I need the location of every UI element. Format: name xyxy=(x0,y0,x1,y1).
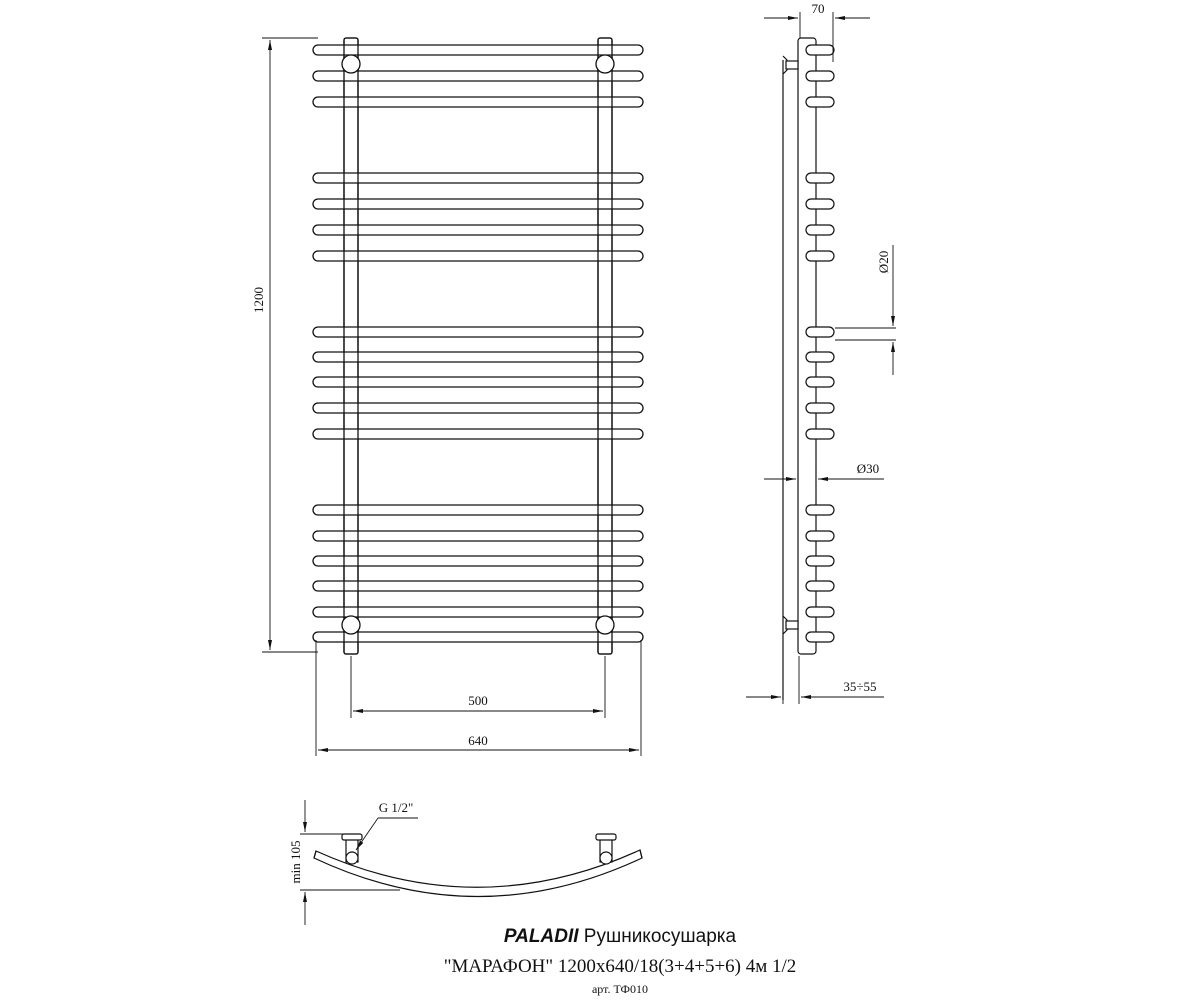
front-rail xyxy=(313,632,643,642)
front-rail xyxy=(313,199,643,209)
front-rail xyxy=(313,429,643,439)
product-type: Рушникосушарка xyxy=(583,926,737,947)
thread-leader xyxy=(356,818,418,850)
front-rail xyxy=(313,377,643,387)
side-rail xyxy=(806,251,834,261)
mount-top-right xyxy=(596,55,614,73)
article-number: арт. ТФ010 xyxy=(591,982,649,996)
side-rail xyxy=(806,225,834,235)
side-rail xyxy=(806,531,834,541)
side-rail xyxy=(806,505,834,515)
dim-70-label: 70 xyxy=(811,1,825,16)
side-rail xyxy=(806,352,834,362)
side-bracket-bottom xyxy=(783,616,798,634)
dim-wall-gap-label: 35÷55 xyxy=(843,679,877,694)
side-rail xyxy=(806,429,834,439)
front-rail xyxy=(313,352,643,362)
front-view xyxy=(313,38,643,654)
side-rail xyxy=(806,71,834,81)
front-rail xyxy=(313,531,643,541)
top-view xyxy=(314,834,642,897)
side-rail xyxy=(806,403,834,413)
front-rail xyxy=(313,556,643,566)
front-rail xyxy=(313,225,643,235)
front-rail xyxy=(313,403,643,413)
front-rail xyxy=(313,71,643,81)
dim-640-label: 640 xyxy=(468,733,488,748)
thread-label: G 1/2" xyxy=(378,800,414,815)
dim-min-offset-label: min 105 xyxy=(288,840,303,884)
side-rail xyxy=(806,97,834,107)
front-rail xyxy=(313,607,643,617)
side-rail xyxy=(806,199,834,209)
mount-bottom-right xyxy=(596,616,614,634)
front-rail xyxy=(313,97,643,107)
side-rail xyxy=(806,581,834,591)
dim-diam-20-label: Ø20 xyxy=(876,250,891,274)
caption-title xyxy=(340,926,900,948)
side-rail xyxy=(806,45,834,55)
curved-rail xyxy=(314,850,642,897)
front-rails xyxy=(313,45,643,642)
side-bracket-top xyxy=(783,56,798,74)
dim-height-label: 1200 xyxy=(251,287,266,313)
top-connector-left xyxy=(342,834,362,864)
dim-500-label: 500 xyxy=(468,693,488,708)
front-rail xyxy=(313,505,643,515)
top-connector-right xyxy=(596,834,616,864)
model-line: "МАРАФОН" 1200x640/18(3+4+5+6) 4м 1/2 xyxy=(443,956,797,977)
front-rail xyxy=(313,581,643,591)
side-rail xyxy=(806,556,834,566)
side-rail xyxy=(806,607,834,617)
brand-name: PALADII xyxy=(503,926,579,947)
side-rail xyxy=(806,173,834,183)
front-rail xyxy=(313,251,643,261)
side-rail xyxy=(806,327,834,337)
mount-bottom-left xyxy=(342,616,360,634)
dim-diam-30-label: Ø30 xyxy=(856,461,880,476)
side-view xyxy=(783,38,834,700)
side-rail xyxy=(806,632,834,642)
side-rail xyxy=(806,377,834,387)
mount-top-left xyxy=(342,55,360,73)
dim-height xyxy=(262,38,318,652)
front-rail xyxy=(313,173,643,183)
front-rail xyxy=(313,45,643,55)
front-rail xyxy=(313,327,643,337)
